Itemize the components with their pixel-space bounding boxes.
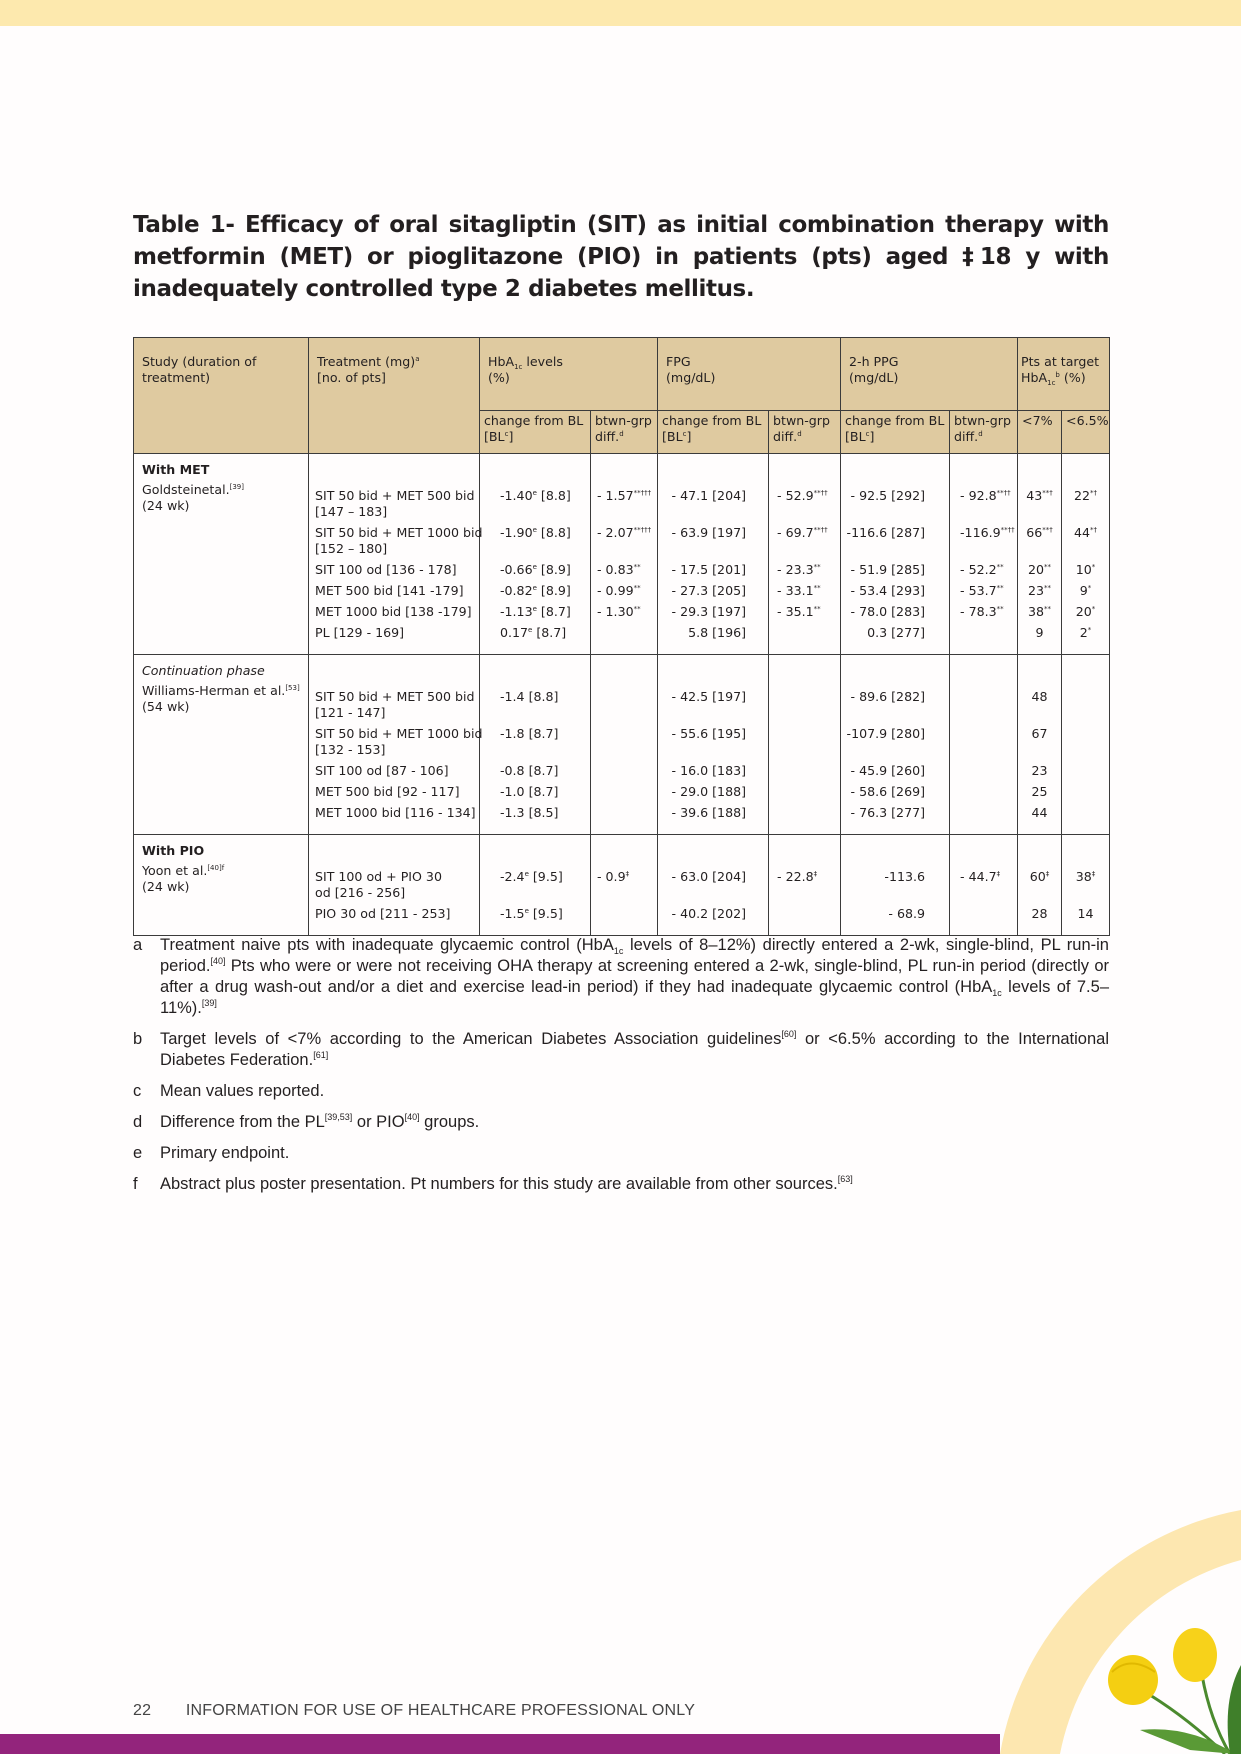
subheader-lt7: <7% xyxy=(1018,411,1062,454)
study-ref: [39] xyxy=(229,483,244,491)
hba1c-change-cell: -0.66e [8.9] xyxy=(500,562,571,577)
target-lt65-cell: 22*† xyxy=(1074,488,1098,503)
fpg-diff-cell xyxy=(777,763,838,784)
target-lt7-cell: 25 xyxy=(1031,784,1048,799)
ppg-change-cell: -113.6 xyxy=(884,869,926,884)
subheader-ppg-diff: btwn-grp diff.$^d$ xyxy=(950,411,1018,454)
study-duration: (24 wk) xyxy=(142,879,190,894)
ppg-change-cell: 0.3 [277] xyxy=(867,625,926,640)
footnote-e xyxy=(133,1143,1109,1164)
footnote-text: Mean values reported. xyxy=(160,1082,325,1100)
ppg-diff-cell xyxy=(960,726,1015,763)
treatment-cell: MET 500 bid [92 - 117] xyxy=(315,784,460,799)
treatment-cell: SIT 100 od [136 - 178] xyxy=(315,562,457,577)
hba1c-diff-cell xyxy=(597,625,655,646)
fpg-change-cell: - 63.9 [197] xyxy=(671,525,747,540)
target-lt65-cell: 20* xyxy=(1075,604,1096,619)
ppg-diff-cell xyxy=(960,763,1015,784)
study-ref: [53] xyxy=(285,684,300,692)
hba1c-diff-cell xyxy=(597,906,655,927)
treatment-cell: SIT 50 bid + MET 1000 bid [152 – 180] xyxy=(315,525,483,556)
hba1c-diff-cell: - 2.07**††† xyxy=(597,525,652,540)
fpg-change-cell: - 16.0 [183] xyxy=(671,763,747,778)
fpg-diff-cell: - 35.1** xyxy=(777,604,821,619)
target-lt7-cell: 48 xyxy=(1031,689,1048,704)
top-color-band xyxy=(0,0,1241,26)
target-lt7-cell: 60‡ xyxy=(1029,869,1050,884)
fpg-diff-cell xyxy=(777,689,838,726)
fpg-diff-cell: - 23.3** xyxy=(777,562,821,577)
target-lt7-cell: 23** xyxy=(1028,583,1052,598)
footnote-c xyxy=(133,1081,1109,1102)
ppg-diff-cell: -116.9**†† xyxy=(960,525,1015,540)
target-lt65-cell xyxy=(1064,763,1107,784)
target-lt65-cell: 10* xyxy=(1075,562,1096,577)
target-lt65-cell: 44*† xyxy=(1074,525,1098,540)
table-title: Table 1- Efficacy of oral sitagliptin (SIT) as initial combination therapy with metformin (MET) or pioglitazone (PIO) in patients (pts) aged ‡18 y with inadequately controlled type 2 diabetes mellitus. xyxy=(133,212,1109,302)
footnote-f xyxy=(133,1174,1109,1195)
ppg-diff-cell xyxy=(960,625,1015,646)
hba1c-diff-cell: - 0.83** xyxy=(597,562,641,577)
fpg-change-cell: - 29.0 [188] xyxy=(671,784,747,799)
ppg-diff-cell xyxy=(960,689,1015,726)
target-lt65-cell xyxy=(1064,689,1107,726)
phase-heading: Continuation phase xyxy=(142,663,265,678)
subheader-hba1c-diff: btwn-grp diff.$^d$ xyxy=(591,411,658,454)
study-name: Williams-Herman et al. xyxy=(142,683,286,698)
study-ref: [40]f xyxy=(207,864,225,872)
ppg-change-cell: -116.6 [287] xyxy=(846,525,926,540)
target-lt7-cell: 20** xyxy=(1028,562,1052,577)
fpg-diff-cell: - 69.7**†† xyxy=(777,525,828,540)
footnote-letter: d xyxy=(133,1113,143,1131)
fpg-diff-cell: - 33.1** xyxy=(777,583,821,598)
table-section xyxy=(134,454,1110,655)
ppg-change-cell: - 78.0 [283] xyxy=(850,604,926,619)
hba1c-diff-cell: - 1.30** xyxy=(597,604,641,619)
treatment-cell: MET 1000 bid [138 -179] xyxy=(315,604,472,619)
fpg-diff-cell: - 22.8‡ xyxy=(777,869,818,884)
study-duration: (54 wk) xyxy=(142,699,190,714)
hba1c-change-cell: -1.3 [8.5] xyxy=(500,805,559,820)
study-duration: (24 wk) xyxy=(142,498,190,513)
footnote-letter: b xyxy=(133,1030,143,1048)
table-body xyxy=(134,454,1110,936)
fpg-diff-cell xyxy=(777,805,838,826)
header-row-main xyxy=(134,338,1110,411)
fpg-change-cell: - 55.6 [195] xyxy=(671,726,747,741)
target-lt7-cell: 66**† xyxy=(1026,525,1053,540)
ppg-change-cell: - 92.5 [292] xyxy=(850,488,926,503)
target-lt7-cell: 43**† xyxy=(1026,488,1053,503)
ppg-change-cell: -107.9 [280] xyxy=(846,726,926,741)
treatment-cell: SIT 50 bid + MET 1000 bid [132 - 153] xyxy=(315,726,483,757)
study-name: Yoon et al. xyxy=(142,863,208,878)
hba1c-diff-cell xyxy=(597,689,655,726)
treatment-cell: SIT 50 bid + MET 500 bid [147 – 183] xyxy=(315,488,475,519)
hba1c-diff-cell: - 0.9‡ xyxy=(597,869,630,884)
subheader-hba1c-change: change from BL $[BL^c]$ xyxy=(480,411,591,454)
footnote-text: Abstract plus poster presentation. Pt numbers for this study are available from other sources.[63] xyxy=(160,1174,853,1193)
hba1c-change-cell: 0.17e [8.7] xyxy=(500,625,567,640)
subheader-lt65: <6.5% xyxy=(1062,411,1110,454)
fpg-diff-cell xyxy=(777,625,838,646)
ppg-change-cell: - 68.9 xyxy=(888,906,926,921)
hba1c-change-cell: -0.82e [8.9] xyxy=(500,583,571,598)
hba1c-diff-cell: - 1.57**††† xyxy=(597,488,652,503)
footnote-letter: f xyxy=(133,1175,138,1193)
treatment-cell: MET 1000 bid [116 - 134] xyxy=(315,805,476,820)
ppg-diff-cell: - 44.7‡ xyxy=(960,869,1001,884)
hba1c-change-cell: -1.4 [8.8] xyxy=(500,689,559,704)
ppg-change-cell: - 53.4 [293] xyxy=(850,583,926,598)
hba1c-change-cell: -1.0 [8.7] xyxy=(500,784,559,799)
hba1c-change-cell: -0.8 [8.7] xyxy=(500,763,559,778)
ppg-diff-cell: - 52.2** xyxy=(960,562,1004,577)
study-cell xyxy=(134,835,309,936)
col-header-target: Pts at target HbA$_{1c}^b$ (%) xyxy=(1018,338,1110,411)
col-header-treatment: Treatment (mg)$^a$ [no. of pts] xyxy=(309,338,480,454)
ppg-diff-cell: - 78.3** xyxy=(960,604,1004,619)
page-number: 22 xyxy=(133,1702,152,1719)
target-lt7-cell: 9 xyxy=(1035,625,1044,640)
treatment-cell: SIT 100 od [87 - 106] xyxy=(315,763,449,778)
target-lt7-cell: 28 xyxy=(1031,906,1048,921)
footnote-b xyxy=(133,1029,1109,1071)
fpg-change-cell: - 40.2 [202] xyxy=(671,906,747,921)
target-lt65-cell xyxy=(1064,805,1107,826)
fpg-change-cell: - 29.3 [197] xyxy=(671,604,747,619)
fpg-change-cell: - 27.3 [205] xyxy=(671,583,747,598)
target-lt65-cell: 14 xyxy=(1077,906,1094,921)
target-lt65-cell: 9* xyxy=(1079,583,1092,598)
subheader-fpg-diff: btwn-grp diff.$^d$ xyxy=(769,411,841,454)
ppg-diff-cell: - 92.8**†† xyxy=(960,488,1011,503)
footnote-text: Treatment naive pts with inadequate glycaemic control (HbA$_{1c}$ levels of 8–12%) directly entered a 2-wk, single-blind, PL run-in period.[40] Pts who were or were not receiving OHA therapy at screening entered a 2-wk, single-blind, PL run-in period (directly or after a drug wash-out and/or a diet and exercise lead-in period) if they had inadequate glycaemic control (HbA$_{1c}$ levels of 7.5–11%).[39] xyxy=(160,936,1109,1017)
hba1c-change-cell: -1.5e [9.5] xyxy=(500,906,563,921)
study-cell xyxy=(134,454,309,655)
hba1c-diff-cell xyxy=(597,805,655,826)
treatment-cell: SIT 50 bid + MET 500 bid [121 - 147] xyxy=(315,689,475,720)
yellow-tulips-icon xyxy=(990,1440,1241,1754)
col-header-hba1c: HbA$_{1c}$ levels (%) xyxy=(480,338,658,411)
target-lt7-cell: 38** xyxy=(1028,604,1052,619)
hba1c-change-cell: -2.4e [9.5] xyxy=(500,869,563,884)
target-lt65-cell: 2* xyxy=(1079,625,1092,640)
target-lt65-cell xyxy=(1064,726,1107,763)
hba1c-diff-cell xyxy=(597,784,655,805)
footer-notice: INFORMATION FOR USE OF HEALTHCARE PROFESSIONAL ONLY xyxy=(185,1702,696,1719)
group-heading: With MET xyxy=(142,462,210,477)
footnote-letter: c xyxy=(133,1082,142,1100)
col-header-study: Study (duration of treatment) xyxy=(134,338,309,454)
fpg-change-cell: - 42.5 [197] xyxy=(671,689,747,704)
ppg-diff-cell xyxy=(960,784,1015,805)
footnote-letter: a xyxy=(133,936,143,954)
footnote-text: Target levels of <7% according to the American Diabetes Association guidelines[60] or <6.5% according to the International Diabetes Federation.[61] xyxy=(160,1029,1109,1069)
bottom-color-band xyxy=(0,1734,1000,1754)
hba1c-change-cell: -1.13e [8.7] xyxy=(500,604,571,619)
hba1c-change-cell: -1.90e [8.8] xyxy=(500,525,571,540)
ppg-change-cell: - 89.6 [282] xyxy=(850,689,926,704)
fpg-change-cell: - 39.6 [188] xyxy=(671,805,747,820)
footnote-letter: e xyxy=(133,1144,143,1162)
col-header-fpg: FPG (mg/dL) xyxy=(658,338,841,411)
fpg-change-cell: - 47.1 [204] xyxy=(671,488,747,503)
subheader-fpg-change: change from BL $[BL^c]$ xyxy=(658,411,769,454)
target-lt7-cell: 23 xyxy=(1031,763,1048,778)
ppg-change-cell: - 45.9 [260] xyxy=(850,763,926,778)
fpg-change-cell: - 17.5 [201] xyxy=(671,562,747,577)
ppg-diff-cell: - 53.7** xyxy=(960,583,1004,598)
target-lt65-cell xyxy=(1064,784,1107,805)
footnotes xyxy=(133,935,1109,1205)
page-footer xyxy=(133,1702,695,1720)
group-heading: With PIO xyxy=(142,843,205,858)
hba1c-diff-cell xyxy=(597,763,655,784)
hba1c-change-cell: -1.40e [8.8] xyxy=(500,488,571,503)
fpg-diff-cell xyxy=(777,906,838,927)
ppg-diff-cell xyxy=(960,906,1015,927)
subheader-ppg-change: change from BL $[BL^c]$ xyxy=(841,411,950,454)
treatment-cell: MET 500 bid [141 -179] xyxy=(315,583,464,598)
study-name: Goldsteinetal. xyxy=(142,482,230,497)
fpg-diff-cell xyxy=(777,784,838,805)
treatment-cell: SIT 100 od + PIO 30 od [216 - 256] xyxy=(315,869,442,900)
target-lt7-cell: 44 xyxy=(1031,805,1048,820)
treatment-cell: PIO 30 od [211 - 253] xyxy=(315,906,451,921)
target-lt7-cell: 67 xyxy=(1031,726,1048,741)
footnote-text: Primary endpoint. xyxy=(160,1144,290,1162)
col-header-ppg: 2-h PPG (mg/dL) xyxy=(841,338,1018,411)
hba1c-change-cell: -1.8 [8.7] xyxy=(500,726,559,741)
hba1c-diff-cell: - 0.99** xyxy=(597,583,641,598)
footnote-d xyxy=(133,1112,1109,1133)
fpg-diff-cell xyxy=(777,726,838,763)
target-lt65-cell: 38‡ xyxy=(1075,869,1096,884)
study-cell xyxy=(134,655,309,835)
table-section xyxy=(134,655,1110,835)
treatment-cell: PL [129 - 169] xyxy=(315,625,405,640)
hba1c-diff-cell xyxy=(597,726,655,763)
footnote-a xyxy=(133,935,1109,1019)
ppg-change-cell: - 76.3 [277] xyxy=(850,805,926,820)
ppg-change-cell: - 51.9 [285] xyxy=(850,562,926,577)
footnote-text: Difference from the PL[39,53] or PIO[40] groups. xyxy=(160,1112,480,1131)
fpg-diff-cell: - 52.9**†† xyxy=(777,488,828,503)
table-section xyxy=(134,835,1110,936)
efficacy-table xyxy=(133,337,1110,936)
fpg-change-cell: 5.8 [196] xyxy=(688,625,747,640)
ppg-diff-cell xyxy=(960,805,1015,826)
ppg-change-cell: - 58.6 [269] xyxy=(850,784,926,799)
fpg-change-cell: - 63.0 [204] xyxy=(671,869,747,884)
